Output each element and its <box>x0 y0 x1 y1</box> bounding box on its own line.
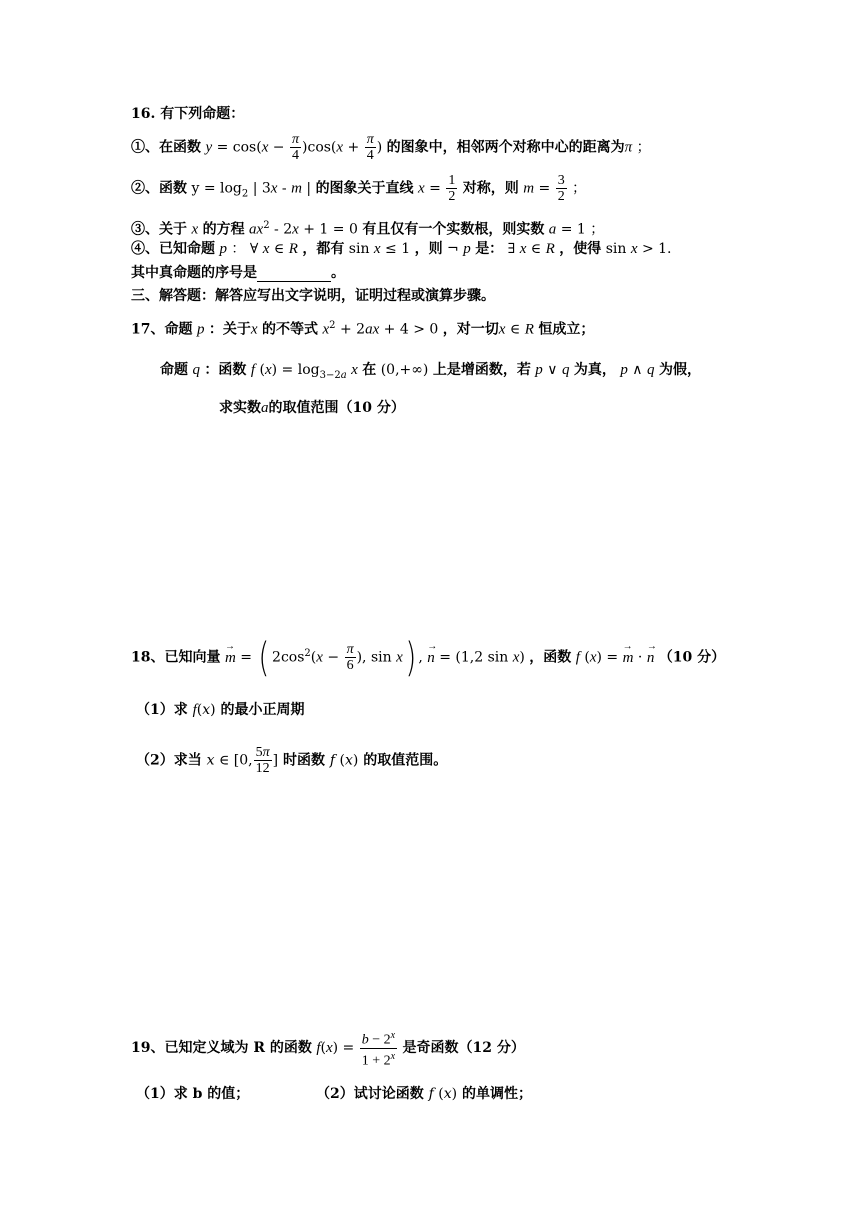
q19-line1: 19、已知定义域为 R 的函数 f(x) = $\frac{b - 2^x}{1 + 2^x}$ 是奇函数（12 分） <box>131 1030 525 1069</box>
q18-part2: （2）求当 x ∈ [0, $\frac{5\pi}{12}$ ] 时函数 f (x) 的取值范围。 <box>136 745 448 776</box>
q17-line3: 求实数a的取值范围（10 分） <box>219 400 405 416</box>
q16-item1: ①、在函数 y = cos(x − $\frac{\pi}{4}$ )cos(x + $\frac{\pi}{4}$ ) 的图象中，相邻两个对称中心的距离为π ； <box>131 132 651 163</box>
q19-part1: （1）求 b 的值； <box>136 1086 250 1102</box>
section-heading: 三、解答题：解答应写出文字说明，证明过程或演算步骤。 <box>131 288 495 304</box>
answer-blank <box>257 267 331 282</box>
q16-item3: ③、关于 x 的方程 $ax^2 - 2x + 1 = 0$ 有且仅有一个实数根，则实数 a = 1 ； <box>131 220 605 238</box>
q18-part1: （1）求 f(x) 的最小正周期 <box>136 702 305 718</box>
q18-line1: 18、已知向量 → m = ( $2\cos^2(x$ − $\frac{\pi}{6}$ ), sin x) , → n = (1,2 sin x) ，函数 f (x) = → m · → n （10 分） <box>131 642 725 673</box>
q16-item2: ②、函数 $y = \log_2$ | 3x - m | 的图象关于直线 x = $\frac{1}{2}$ 对称，则 m = $\frac{3}{2}$ ； <box>131 173 587 204</box>
q17-line1: 17、命题 p ：关于x 的不等式 $x^2 + 2ax + 4 > 0$ ，对一切x ∈ R 恒成立； <box>131 320 595 338</box>
q16-answer-prompt: 其中真命题的序号是 。 <box>131 265 345 281</box>
q17-line2: 命题 q ：函数 f $(x) = \log_{3-2a} x$ 在 (0,+∞) 上是增函数，若 p ∨ q 为真， p ∧ q 为假， <box>160 362 701 381</box>
q16-title: 16. 有下列命题： <box>131 106 245 122</box>
q19-part2: （2）试讨论函数 f (x) 的单调性； <box>316 1086 532 1102</box>
q16-item4: ④、已知命题 p ： ∀ x ∈ R ，都有 sin x ≤ 1 ，则 ¬ p 是： ∃ x ∈ R ，使得 sin x > 1. <box>131 241 672 257</box>
